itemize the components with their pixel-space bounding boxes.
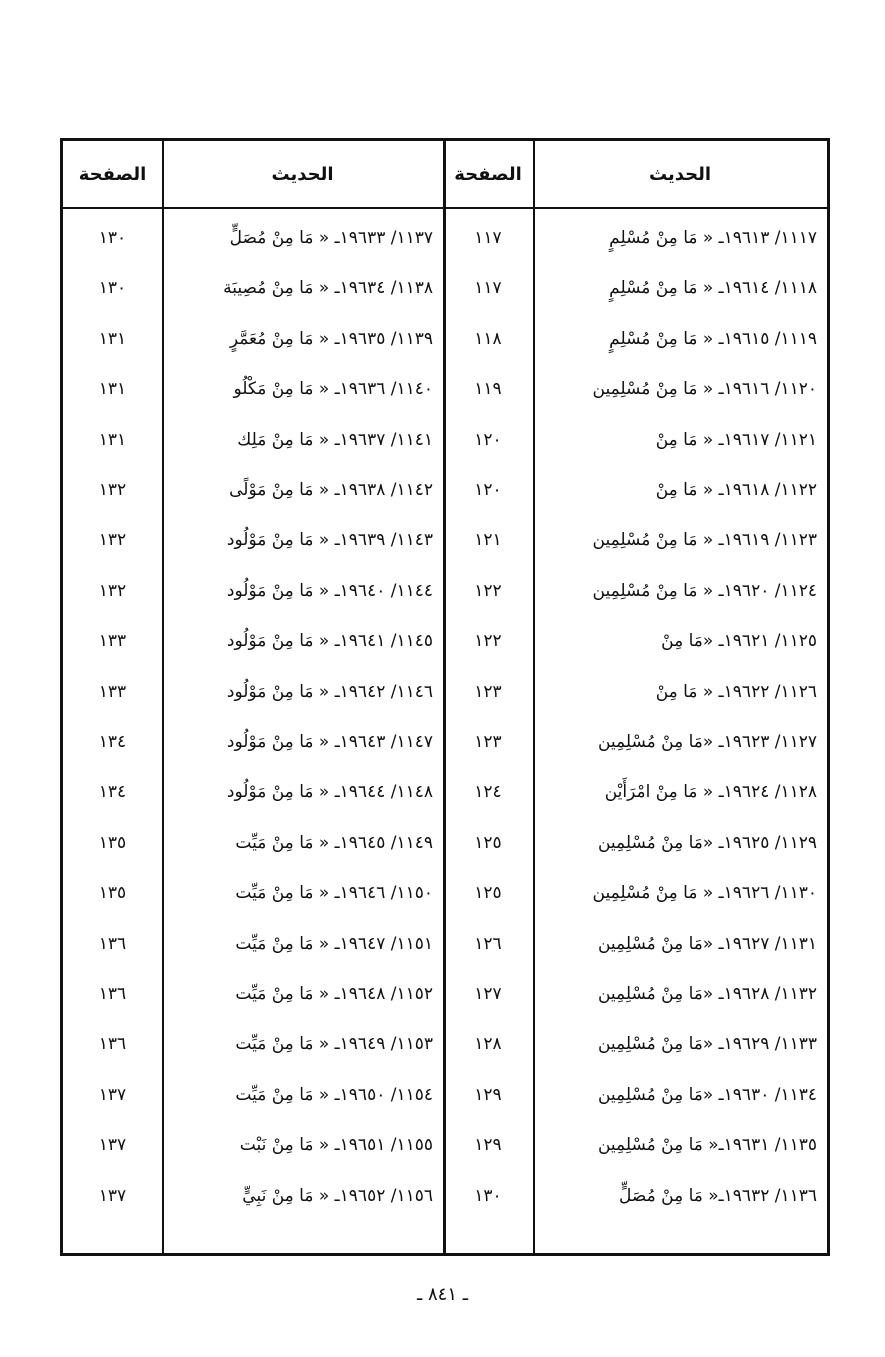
page-ref: ١٢١ [474,530,502,551]
hadith-entry: ١١٤٠/ ١٩٦٣٦ـ « مَا مِنْ مَكْلُو [233,379,433,400]
hadith-entry: ١١٢٣/ ١٩٦١٩ـ « مَا مِنْ مُسْلِمِين [592,530,817,551]
page-ref: ١٣٢ [98,530,127,551]
hadith-entry: ١١٤٨/ ١٩٦٤٤ـ « مَا مِنْ مَوْلُود [226,782,433,803]
page-ref: ١٣٢ [98,480,127,500]
hadith-entry: ١١١٩/ ١٩٦١٥ـ « مَا مِنْ مُسْلِمٍ [609,328,817,349]
page-ref: ١٢٣ [474,681,502,702]
page-ref: ١٢٠ [474,480,502,500]
page-ref: ١٣٧ [98,1135,127,1156]
page-ref: ١٣٦ [98,1034,127,1055]
page-ref: ١٢٣ [474,732,502,752]
page-ref: ١٣٧ [98,1084,127,1105]
hadith-entry: ١١٣٩/ ١٩٦٣٥ـ « مَا مِنْ مُعَمَّرٍ [229,328,433,349]
page-ref: ١٣٧ [98,1185,127,1206]
page-ref: ١٢٢ [474,631,502,652]
hadith-entry: ١١٣٨/ ١٩٦٣٤ـ « مَا مِنْ مُصِيبَة [223,278,433,299]
page-ref: ١٣٣ [98,631,127,652]
hadith-entry: ١١٣٠/ ١٩٦٢٦ـ « مَا مِنْ مُسْلِمِين [592,883,817,904]
hadith-entry: ١١٤٥/ ١٩٦٤١ـ « مَا مِنْ مَوْلُود [226,631,433,652]
hadith-entry: ١١٢٢/ ١٩٦١٨ـ « مَا مِنْ [655,480,817,500]
hadith-entry: ١١٣١/ ١٩٦٢٧ـ «مَا مِنْ مُسْلِمِين [597,933,817,954]
hadith-entry: ١١٤١/ ١٩٦٣٧ـ « مَا مِنْ مَلِك [237,429,433,450]
page-ref: ١٢٤ [474,782,502,803]
hadith-entry: ١١٥٠/ ١٩٦٤٦ـ « مَا مِنْ مَيِّت [235,883,433,904]
hadith-entry: ١١٢٦/ ١٩٦٢٢ـ « مَا مِنْ [655,681,817,702]
header-divider [63,207,827,209]
hadith-entry: ١١٢٨/ ١٩٦٢٤ـ « مَا مِنْ امْرَأَيْن [604,782,817,803]
page-ref: ١٣٤ [98,732,127,752]
page-ref: ١١٧ [474,278,502,299]
hadith-entry: ١١٣٧/ ١٩٦٣٣ـ « مَا مِنْ مُصَلٍّ [229,228,433,248]
hadith-entry: ١١٥٤/ ١٩٦٥٠ـ « مَا مِنْ مَيِّت [235,1084,433,1105]
hadith-entry: ١١٢٠/ ١٩٦١٦ـ « مَا مِنْ مُسْلِمِين [592,379,817,400]
page-ref: ١٣١ [98,328,127,349]
hadith-entry: ١١٥٥/ ١٩٦٥١ـ « مَا مِنْ نَبْت [239,1135,433,1156]
hadith-entry: ١١٤٦/ ١٩٦٤٢ـ « مَا مِنْ مَوْلُود [226,681,433,702]
page-ref: ١٣٢ [98,580,127,601]
page-ref: ١٣٤ [98,782,127,803]
page-number: ـ ٨٤١ ـ [416,1284,468,1305]
hadith-entry: ١١١٨/ ١٩٦١٤ـ « مَا مِنْ مُسْلِمٍ [609,278,817,299]
page-ref: ١٣٦ [98,933,127,954]
page-ref: ١١٩ [474,379,502,400]
page-ref: ١٢٩ [474,1084,502,1105]
hadith-entry: ١١٤٩/ ١٩٦٤٥ـ « مَا مِنْ مَيِّت [235,832,433,853]
page-ref: ١٢٩ [474,1135,502,1156]
page-ref: ١٣٠ [474,1185,502,1206]
page-ref: ١٢٥ [474,883,502,904]
page-ref: ١٢٢ [474,580,502,601]
hadith-entry: ١١٢٤/ ١٩٦٢٠ـ « مَا مِنْ مُسْلِمِين [592,580,817,601]
hadith-entry: ١١١٧/ ١٩٦١٣ـ « مَا مِنْ مُسْلِمٍ [609,228,817,248]
page-ref: ١٣٥ [98,883,127,904]
left-page-header: الصفحة [78,163,147,185]
hadith-entry: ١١٣٣/ ١٩٦٢٩ـ «مَا مِنْ مُسْلِمِين [597,1034,817,1055]
hadith-entry: ١١٥٦/ ١٩٦٥٢ـ « مَا مِنْ نَبِيٍّ [242,1185,433,1206]
page-ref: ١١٧ [474,228,502,248]
hadith-entry: ١١٢٩/ ١٩٦٢٥ـ «مَا مِنْ مُسْلِمِين [597,832,817,853]
page-ref: ١٢٧ [474,984,502,1004]
hadith-entry: ١١٤٢/ ١٩٦٣٨ـ « مَا مِنْ مَوْلًى [229,480,433,500]
page-ref: ١١٨ [474,328,502,349]
hadith-entry: ١١٣٢/ ١٩٦٢٨ـ «مَا مِنْ مُسْلِمِين [597,984,817,1004]
hadith-entry: ١١٣٥/ ١٩٦٣١ـ« مَا مِنْ مُسْلِمِين [597,1135,817,1156]
page-ref: ١٣٠ [98,278,127,299]
left-hadith-header: الحديث [271,163,334,185]
hadith-entry: ١١٤٧/ ١٩٦٤٣ـ « مَا مِنْ مَوْلُود [226,732,433,752]
hadith-entry: ١١٥٣/ ١٩٦٤٩ـ « مَا مِنْ مَيِّت [235,1034,433,1055]
hadith-entry: ١١٤٣/ ١٩٦٣٩ـ « مَا مِنْ مَوْلُود [226,530,433,551]
hadith-entry: ١١٢٧/ ١٩٦٢٣ـ «مَا مِنْ مُسْلِمِين [597,732,817,752]
page-ref: ١٢٨ [474,1034,502,1055]
hadith-entry: ١١٢٥/ ١٩٦٢١ـ «مَا مِنْ [661,631,817,652]
page-ref: ١٣١ [98,379,127,400]
page-ref: ١٣٥ [98,832,127,853]
right-hadith-header: الحديث [648,163,712,185]
hadith-entry: ١١٣٦/ ١٩٦٣٢ـ« مَا مِنْ مُصَلٍّ [619,1185,817,1206]
index-table [60,138,830,1256]
page-ref: ١٣٠ [98,228,127,248]
hadith-entry: ١١٥٢/ ١٩٦٤٨ـ « مَا مِنْ مَيِّت [235,984,433,1004]
right-page-header: الصفحة [454,163,522,185]
page-ref: ١٢٠ [474,429,502,450]
hadith-entry: ١١٤٤/ ١٩٦٤٠ـ « مَا مِنْ مَوْلُود [226,580,433,601]
page-ref: ١٣٣ [98,681,127,702]
page-ref: ١٣٦ [98,984,127,1004]
page-ref: ١٢٦ [474,933,502,954]
hadith-entry: ١١٢١/ ١٩٦١٧ـ « مَا مِنْ [655,429,817,450]
hadith-entry: ١١٣٤/ ١٩٦٣٠ـ «مَا مِنْ مُسْلِمِين [597,1084,817,1105]
page-ref: ١٢٥ [474,832,502,853]
hadith-entry: ١١٥١/ ١٩٦٤٧ـ « مَا مِنْ مَيِّت [235,933,433,954]
page-ref: ١٣١ [98,429,127,450]
